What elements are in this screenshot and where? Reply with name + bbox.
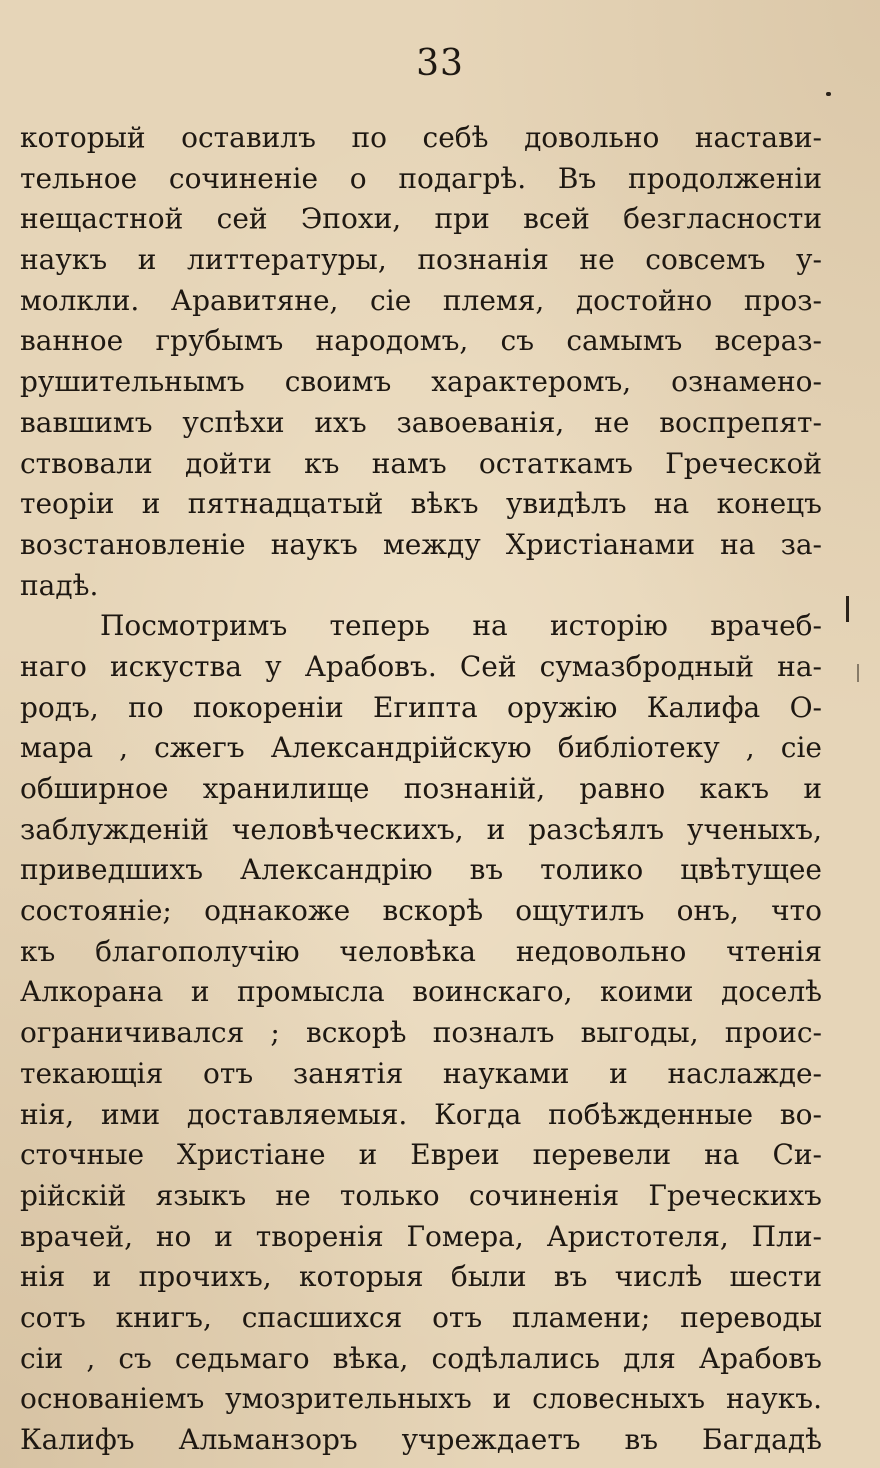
text-line: текающія отъ занятія науками и наслажде- (20, 1056, 822, 1090)
text-line: сотъ книгъ, спасшихся отъ пламени; переводы (20, 1300, 822, 1334)
text-line: нія и прочихъ, которыя были въ числѣ шести (20, 1260, 822, 1294)
text-line: молкли. Аравитяне, сіе племя, достойно проз- (20, 283, 822, 317)
text-line: Алкорана и промысла воинскаго, коими доселѣ (20, 975, 822, 1009)
text-line: приведшихъ Александрію въ толико цвѣтущее (20, 853, 822, 887)
text-line: вавшимъ успѣхи ихъ завоеванія, не воспрепят- (20, 405, 822, 439)
text-line: рушительнымъ своимъ характеромъ, ознамено- (20, 365, 822, 399)
text-line: состояніе; однакоже вскорѣ ощутилъ онъ, что (20, 894, 822, 928)
ink-speck (846, 596, 849, 622)
body-text (20, 118, 822, 1461)
page-number: 33 (416, 43, 464, 84)
text-line: родъ, по покореніи Египта оружію Калифа О- (20, 690, 822, 724)
text-line: нещастной сей Эпохи, при всей безгласности (20, 202, 822, 236)
text-line: ванное грубымъ народомъ, съ самымъ всераз- (20, 324, 822, 358)
text-line: обширное хранилище познаній, равно какъ и (20, 772, 822, 805)
text-line: врачей, но и творенія Гомера, Аристотеля, Пли- (20, 1219, 822, 1253)
text-line: сіи , съ седьмаго вѣка, содѣлались для Арабовъ (20, 1341, 822, 1375)
text-line: наукъ и литтературы, познанія не совсемъ у- (20, 243, 822, 277)
paragraph-end-line: падѣ. (20, 568, 99, 602)
text-line: ограничивался ; вскорѣ позналъ выгоды, проис- (20, 1016, 822, 1050)
text-line: который оставилъ по себѣ довольно настави- (20, 121, 822, 154)
paragraph-start-line: Посмотримъ теперь на исторію врачеб- (100, 609, 822, 643)
text-line: заблужденій человѣческихъ, и разсѣялъ ученыхъ, (20, 812, 822, 846)
text-line: къ благополучію человѣка недовольно чтенія (20, 934, 822, 968)
text-line: теоріи и пятнадцатый вѣкъ увидѣлъ на конецъ (20, 487, 822, 521)
text-line: сточные Христіане и Евреи перевели на Си- (20, 1138, 822, 1172)
text-line: возстановленіе наукъ между Христіанами на за- (20, 527, 822, 561)
ink-speck (826, 92, 831, 96)
ink-speck (857, 664, 859, 682)
text-line: наго искуства у Арабовъ. Сей сумазбродный на- (20, 649, 822, 683)
text-line: нія, ими доставляемыя. Когда побѣжденные во- (20, 1097, 822, 1131)
text-line: Калифъ Альманзоръ учреждаетъ въ Багдадѣ (20, 1423, 822, 1456)
text-line: рійскій языкъ не только сочиненія Греческихъ (20, 1178, 822, 1212)
text-line: мара , сжегъ Александрійскую библіотеку , сіе (20, 731, 822, 765)
text-line: ствовали дойти къ намъ остаткамъ Греческой (20, 446, 822, 480)
text-line: тельное сочиненіе о подагрѣ. Въ продолженіи (20, 161, 822, 195)
text-line: основаніемъ умозрительныхъ и словесныхъ наукъ. (20, 1382, 822, 1416)
